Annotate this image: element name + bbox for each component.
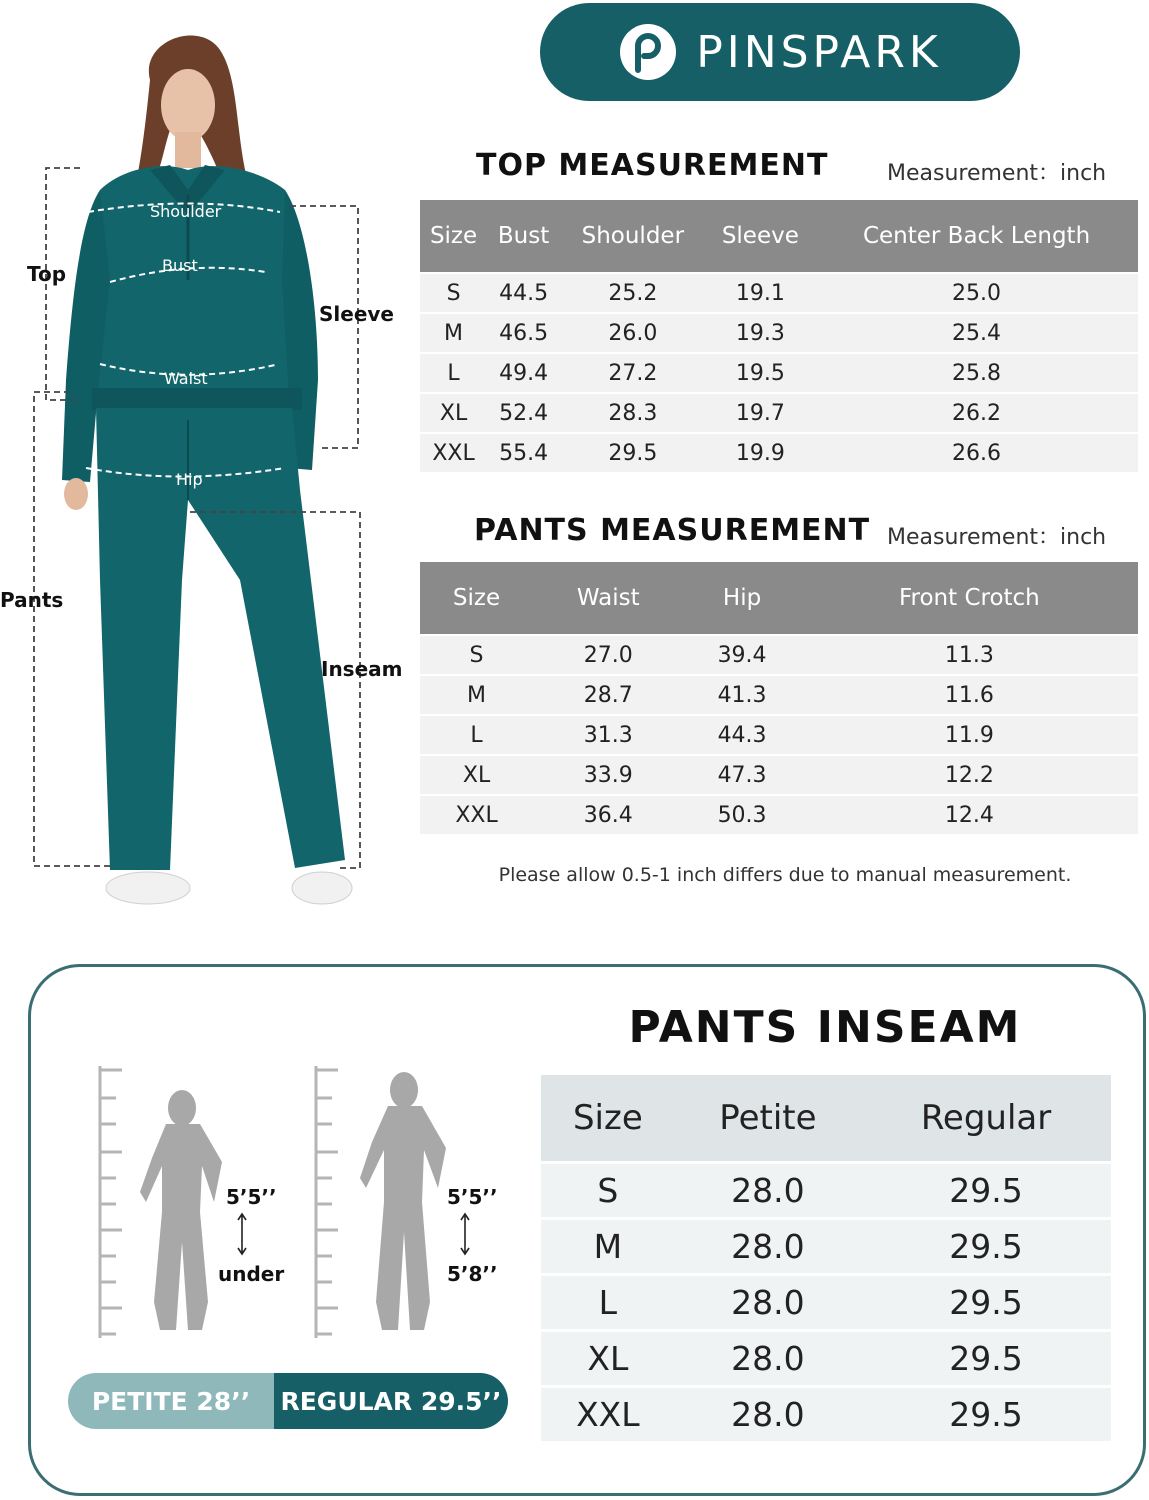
model-illustration — [0, 20, 410, 920]
table-cell: 25.0 — [815, 272, 1138, 312]
table-cell: 28.3 — [560, 392, 706, 432]
table-cell: XL — [541, 1329, 675, 1385]
table-row — [420, 794, 1138, 834]
table-cell: 50.3 — [683, 794, 800, 834]
table-cell: XXL — [420, 432, 487, 472]
table-cell: L — [541, 1273, 675, 1329]
table-cell: 19.9 — [706, 432, 816, 472]
table-cell: 19.5 — [706, 352, 816, 392]
column-header: Center Back Length — [815, 200, 1138, 272]
bust-line-label: Bust — [162, 256, 198, 275]
inseam-title: PANTS INSEAM — [628, 1002, 1022, 1053]
table-row — [541, 1161, 1111, 1217]
column-header: Petite — [675, 1075, 861, 1161]
table-row — [541, 1385, 1111, 1441]
table-cell: 12.2 — [801, 754, 1138, 794]
column-header: Hip — [683, 562, 800, 634]
pants-measurement-unit: Measurement：inch — [887, 525, 1107, 550]
table-row — [420, 754, 1138, 794]
table-cell: 25.2 — [560, 272, 706, 312]
table-cell: S — [541, 1161, 675, 1217]
column-header: Waist — [533, 562, 683, 634]
brand-name: PINSPARK — [696, 26, 942, 78]
table-cell: 28.0 — [675, 1385, 861, 1441]
petite-silhouette-icon — [96, 1062, 236, 1342]
table-cell: 39.4 — [683, 634, 800, 674]
table-row — [420, 634, 1138, 674]
table-cell: 44.5 — [487, 272, 560, 312]
top-label: Top — [27, 262, 67, 286]
table-cell: M — [541, 1217, 675, 1273]
height-range-arrow-icon — [459, 1212, 471, 1256]
table-cell: XL — [420, 392, 487, 432]
table-cell: XL — [420, 754, 533, 794]
table-cell: 11.3 — [801, 634, 1138, 674]
inseam-table — [541, 1075, 1111, 1441]
table-cell: 47.3 — [683, 754, 800, 794]
column-header: Regular — [861, 1075, 1111, 1161]
pants-measurement-table — [420, 562, 1138, 834]
shoulder-line-label: Shoulder — [150, 202, 222, 221]
column-header: Sleeve — [706, 200, 816, 272]
table-cell: 29.5 — [861, 1161, 1111, 1217]
table-cell: 19.7 — [706, 392, 816, 432]
table-row — [541, 1329, 1111, 1385]
waist-line-label: Waist — [164, 369, 208, 388]
pants-measurement-title: PANTS MEASUREMENT — [474, 513, 871, 548]
table-row — [541, 1217, 1111, 1273]
table-row — [420, 312, 1138, 352]
table-cell: 31.3 — [533, 714, 683, 754]
table-cell: M — [420, 674, 533, 714]
table-cell: 33.9 — [533, 754, 683, 794]
table-cell: 55.4 — [487, 432, 560, 472]
table-cell: 12.4 — [801, 794, 1138, 834]
hip-line-label: Hip — [176, 470, 203, 489]
table-cell: 28.0 — [675, 1161, 861, 1217]
table-cell: 29.5 — [861, 1385, 1111, 1441]
table-cell: 46.5 — [487, 312, 560, 352]
table-cell: 52.4 — [487, 392, 560, 432]
table-cell: 44.3 — [683, 714, 800, 754]
table-row — [420, 432, 1138, 472]
table-header-row — [420, 200, 1138, 272]
table-header-row — [420, 562, 1138, 634]
sleeve-label: Sleeve — [319, 302, 394, 326]
table-cell: 27.2 — [560, 352, 706, 392]
measurement-note: Please allow 0.5-1 inch differs due to manual measurement. — [498, 864, 1072, 886]
table-cell: 27.0 — [533, 634, 683, 674]
table-cell: L — [420, 352, 487, 392]
table-cell: L — [420, 714, 533, 754]
table-header-row — [541, 1075, 1111, 1161]
column-header: Front Crotch — [801, 562, 1138, 634]
pants-label: Pants — [0, 588, 64, 612]
table-cell: 11.6 — [801, 674, 1138, 714]
table-cell: 19.3 — [706, 312, 816, 352]
height-range-arrow-icon — [236, 1212, 248, 1256]
table-cell: S — [420, 272, 487, 312]
table-cell: 28.0 — [675, 1217, 861, 1273]
table-cell: XXL — [420, 794, 533, 834]
petite-height-top: 5’5’’ — [226, 1185, 277, 1209]
table-cell: 19.1 — [706, 272, 816, 312]
regular-height-top: 5’5’’ — [447, 1185, 498, 1209]
table-cell: 25.4 — [815, 312, 1138, 352]
brand-mark-icon — [618, 22, 678, 82]
inseam-label: Inseam — [321, 657, 403, 681]
table-row — [420, 714, 1138, 754]
regular-height-bottom: 5’8’’ — [447, 1262, 498, 1286]
table-cell: 29.5 — [861, 1217, 1111, 1273]
column-header: Size — [541, 1075, 675, 1161]
top-measurement-title: TOP MEASUREMENT — [476, 148, 829, 183]
top-measurement-table — [420, 200, 1138, 472]
top-measurement-unit: Measurement：inch — [887, 161, 1107, 186]
petite-height-bottom: under — [218, 1262, 285, 1286]
petite-inseam-label: PETITE 28’’ — [68, 1373, 274, 1429]
table-cell: 29.5 — [861, 1329, 1111, 1385]
table-cell: 41.3 — [683, 674, 800, 714]
table-cell: S — [420, 634, 533, 674]
table-cell: 28.0 — [675, 1273, 861, 1329]
column-header: Size — [420, 562, 533, 634]
column-header: Bust — [487, 200, 560, 272]
regular-silhouette-icon — [312, 1062, 462, 1342]
table-cell: 28.7 — [533, 674, 683, 714]
inseam-length-pill — [68, 1373, 508, 1429]
table-row — [420, 674, 1138, 714]
regular-inseam-label: REGULAR 29.5’’ — [274, 1373, 508, 1429]
table-cell: 26.6 — [815, 432, 1138, 472]
table-cell: 29.5 — [560, 432, 706, 472]
table-cell: 36.4 — [533, 794, 683, 834]
column-header: Size — [420, 200, 487, 272]
table-row — [420, 352, 1138, 392]
table-cell: 11.9 — [801, 714, 1138, 754]
table-row — [420, 392, 1138, 432]
table-cell: 26.0 — [560, 312, 706, 352]
table-cell: 25.8 — [815, 352, 1138, 392]
table-cell: 49.4 — [487, 352, 560, 392]
brand-logo — [540, 3, 1020, 101]
table-cell: 26.2 — [815, 392, 1138, 432]
model-figure — [0, 20, 410, 920]
table-cell: XXL — [541, 1385, 675, 1441]
table-cell: 28.0 — [675, 1329, 861, 1385]
column-header: Shoulder — [560, 200, 706, 272]
table-cell: 29.5 — [861, 1273, 1111, 1329]
table-cell: M — [420, 312, 487, 352]
table-row — [420, 272, 1138, 312]
table-row — [541, 1273, 1111, 1329]
